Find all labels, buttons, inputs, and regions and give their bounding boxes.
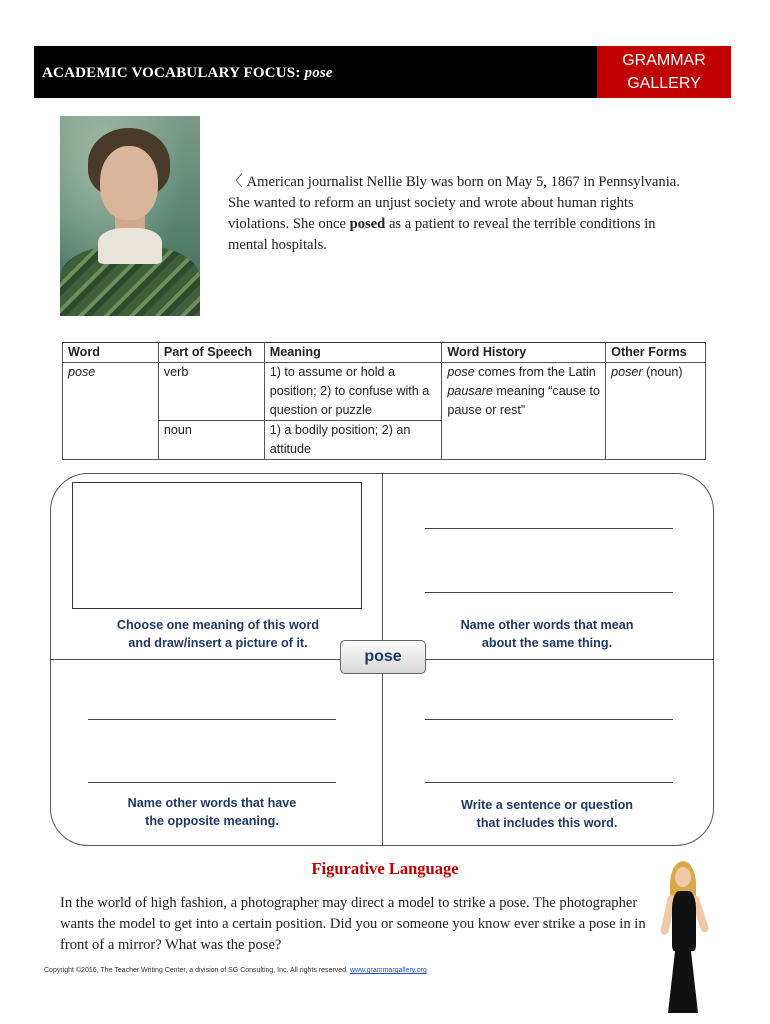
- header-word: Word: [63, 343, 159, 363]
- synonym-blank-2[interactable]: [425, 592, 673, 593]
- cell-meaning-verb: 1) to assume or hold a position; 2) to confuse with a question or puzzle: [264, 363, 442, 421]
- cell-pos-noun: noun: [158, 421, 264, 460]
- synonym-blank-1[interactable]: [425, 528, 673, 529]
- sentence-blank-1[interactable]: [425, 719, 673, 720]
- picture-box[interactable]: [72, 482, 362, 609]
- fashion-model-illustration: [654, 861, 714, 1016]
- cell-word-history: pose comes from the Latin pausare meaning “cause to pause or rest”: [442, 363, 606, 460]
- figurative-language-text: In the world of high fashion, a photographer may direct a model to strike a pose. The photographer wants the model to get into a certain position. Did you or someone you know ever strike a pose in in front of a mirror? What was the pose?: [60, 895, 646, 953]
- cell-word: pose: [63, 363, 159, 460]
- header-bar: [34, 46, 731, 98]
- page-title: ACADEMIC VOCABULARY FOCUS: pose: [42, 65, 333, 81]
- grammar-gallery-badge: GRAMMAR GALLERY: [597, 46, 731, 98]
- caption-sentence: Write a sentence or question that includes this word.: [461, 798, 633, 830]
- table-row: [63, 363, 706, 421]
- table-header-row: [63, 343, 706, 363]
- header-other-forms: Other Forms: [606, 343, 706, 363]
- cell-meaning-noun: 1) a bodily position; 2) an attitude: [264, 421, 442, 460]
- header-part-of-speech: Part of Speech: [158, 343, 264, 363]
- figurative-language-title: Figurative Language: [311, 859, 459, 878]
- copyright-footer: Copyright ©2016, The Teacher Writing Center, a division of SG Consulting, Inc. All rights reserved. www.grammargallery.org: [44, 967, 427, 974]
- intro-paragraph: 〈 American journalist Nellie Bly was born on May 5, 1867 in Pennsylvania. She wanted to reform an unjust society and wrote about human rights violations. She once posed as a patient to reveal the terrible conditions in mental hospitals.: [228, 174, 680, 253]
- center-word-pose: pose: [340, 640, 426, 674]
- cell-other-forms: poser (noun): [606, 363, 706, 460]
- header-word-history: Word History: [442, 343, 606, 363]
- focus-word: pose: [304, 65, 333, 81]
- caption-antonyms: Name other words that have the opposite meaning.: [127, 796, 297, 828]
- caption-picture: Choose one meaning of this word and draw/insert a picture of it.: [116, 618, 320, 650]
- header-meaning: Meaning: [264, 343, 442, 363]
- vocabulary-table: [62, 342, 706, 460]
- caption-synonyms: Name other words that mean about the same thing.: [460, 618, 634, 650]
- sentence-blank-2[interactable]: [425, 782, 673, 783]
- cell-pos-verb: verb: [158, 363, 264, 421]
- arrow-left-icon: 〈: [228, 174, 243, 190]
- antonym-blank-2[interactable]: [88, 782, 336, 783]
- antonym-blank-1[interactable]: [88, 719, 336, 720]
- nellie-bly-portrait: [60, 116, 200, 316]
- website-link[interactable]: www.grammargallery.org: [349, 967, 427, 974]
